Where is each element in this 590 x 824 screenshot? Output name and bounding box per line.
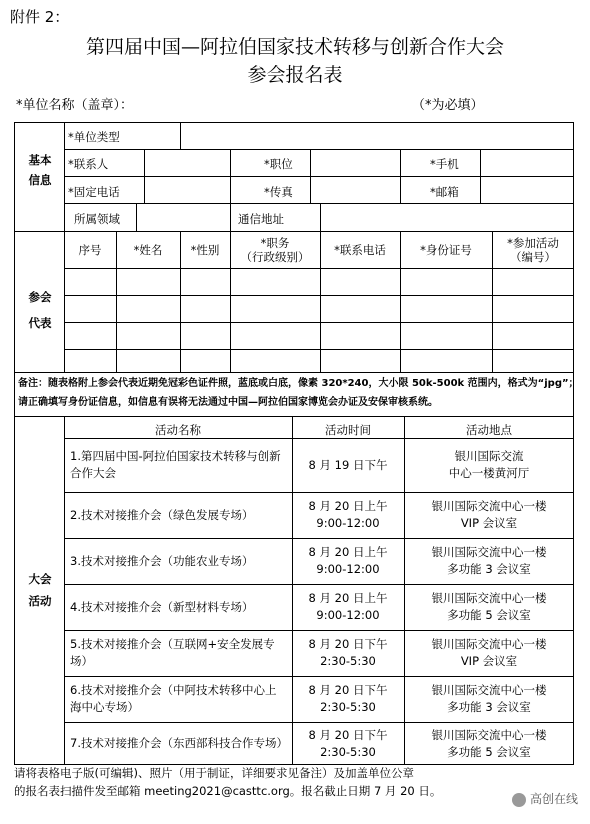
activities-section-label: 大会 活动 xyxy=(28,572,52,608)
field-label: 所属领域 xyxy=(74,212,120,226)
activity-col-place: 活动地点 xyxy=(466,423,512,437)
note-line-2: 请正确填写身份证信息，如信息有误将无法通过中国—阿拉伯国家博览会办证及安保审核系统。 xyxy=(18,397,438,408)
grid-line xyxy=(64,295,574,296)
activity-name-text: 3.技术对接推介会（功能农业专场） xyxy=(70,553,254,568)
grid-line xyxy=(64,203,574,204)
activity-place-text: 银川国际交流中心一楼 多功能 3 会议室 xyxy=(431,545,547,576)
fax-label: *传真 xyxy=(264,185,293,199)
activity-time xyxy=(292,492,404,538)
activity-place-text: 银川国际交流中心一楼 多功能 5 会议室 xyxy=(431,591,547,622)
activity-name-text: 1.第四届中国-阿拉伯国家技术转移与创新合作大会 xyxy=(70,449,281,480)
activity-time xyxy=(292,538,404,584)
activity-place xyxy=(404,676,574,722)
grid-line xyxy=(64,149,574,150)
position-label: *职位 xyxy=(264,157,293,171)
activity-col-time: 活动时间 xyxy=(325,423,371,437)
rep-col-gender: *性别 xyxy=(190,243,220,257)
activity-time-text: 8 月 20 日下午 2:30-5:30 xyxy=(308,727,388,759)
email-label: *邮箱 xyxy=(430,185,459,199)
activity-time xyxy=(292,584,404,630)
grid-line xyxy=(320,203,321,231)
activity-name xyxy=(64,584,292,630)
grid-line xyxy=(400,149,401,203)
activity-place-text: 银川国际交流 中心一楼黄河厅 xyxy=(448,449,530,480)
form-subtitle: 参会报名表 xyxy=(247,64,343,86)
contact-label: *联系人 xyxy=(68,157,109,171)
activity-place xyxy=(404,630,574,676)
grid-line xyxy=(144,149,145,203)
activity-time-text: 8 月 20 日下午 2:30-5:30 xyxy=(308,683,388,714)
activity-place-text: 银川国际交流中心一楼 VIP 会议室 xyxy=(431,637,547,668)
grid-line xyxy=(230,203,231,231)
activity-name xyxy=(64,722,292,765)
activity-time xyxy=(292,676,404,722)
unit-name-label: *单位名称（盖章）： xyxy=(16,98,134,113)
activity-place xyxy=(404,492,574,538)
rep-col-id: *身份证号 xyxy=(420,243,472,257)
rep-col-phone: *联系电话 xyxy=(334,243,386,257)
activity-time-text: 8 月 19 日下午 xyxy=(308,457,388,472)
activity-time-text: 8 月 20 日上午 9:00-12:00 xyxy=(308,499,388,530)
form-title: 第四届中国—阿拉伯国家技术转移与创新合作大会 xyxy=(85,36,504,58)
activity-place xyxy=(404,722,574,765)
activity-name xyxy=(64,538,292,584)
activity-name-text: 5.技术对接推介会（互联网+安全发展专场） xyxy=(70,637,275,668)
grid-line xyxy=(480,149,481,203)
rep-col-activity: *参加活动 （编号） xyxy=(507,236,559,264)
basic-info-section-label: 基本 信息 xyxy=(28,153,52,187)
grid-line xyxy=(64,322,574,323)
phone-label: *固定电话 xyxy=(68,185,120,199)
wechat-logo-icon xyxy=(512,793,526,807)
section-divider xyxy=(14,231,574,232)
rep-col-name: *姓名 xyxy=(133,243,163,257)
activity-time xyxy=(292,438,404,492)
activity-time xyxy=(292,722,404,765)
grid-line xyxy=(230,149,231,203)
footer-instructions xyxy=(14,764,441,800)
grid-line xyxy=(180,122,181,149)
activity-name xyxy=(64,676,292,722)
grid-line xyxy=(64,349,574,350)
activity-name-text: 4.技术对接推介会（新型材料专场） xyxy=(70,599,254,614)
activity-name xyxy=(64,630,292,676)
grid-line xyxy=(64,268,574,269)
activity-place xyxy=(404,584,574,630)
activity-col-name: 活动名称 xyxy=(155,423,201,437)
activity-time xyxy=(292,630,404,676)
activity-place-text: 银川国际交流中心一楼 VIP 会议室 xyxy=(431,499,547,530)
activity-name-text: 7.技术对接推介会（东西部科技合作专场） xyxy=(70,736,288,750)
activity-name-text: 6.技术对接推介会（中阿技术转移中心上海中心专场） xyxy=(70,683,277,714)
watermark xyxy=(512,790,578,807)
activity-time-text: 8 月 20 日上午 9:00-12:00 xyxy=(308,545,388,576)
footer-line-2: 的报名表扫描件发至邮箱 meeting2021@casttc.org。报名截止日期 7 月 20 日。 xyxy=(14,784,442,798)
required-note: （*为必填） xyxy=(412,98,484,113)
activity-place-text: 银川国际交流中心一楼 多功能 5 会议室 xyxy=(431,727,547,759)
rep-col-no: 序号 xyxy=(78,243,102,257)
grid-line xyxy=(136,203,137,231)
address-label: 通信地址 xyxy=(238,212,284,226)
activity-name xyxy=(64,438,292,492)
grid-line xyxy=(310,149,311,203)
grid-line xyxy=(64,176,574,177)
activity-place xyxy=(404,438,574,492)
activity-time-text: 8 月 20 日上午 9:00-12:00 xyxy=(308,591,388,622)
section-divider xyxy=(14,372,574,373)
representatives-section-label: 参会 代表 xyxy=(28,290,52,330)
activity-time-text: 8 月 20 日下午 2:30-5:30 xyxy=(308,637,388,668)
activity-name-text: 2.技术对接推介会（绿色发展专场） xyxy=(70,507,254,522)
activity-place xyxy=(404,538,574,584)
footer-line-1: 请将表格电子版(可编辑)、照片（用于制证，详细要求见备注）及加盖单位公章 xyxy=(14,766,414,780)
unit-type-label: *单位类型 xyxy=(68,130,120,144)
watermark-text: 高创在线 xyxy=(529,792,578,806)
mobile-label: *手机 xyxy=(430,157,459,171)
activity-place-text: 银川国际交流中心一楼 多功能 3 会议室 xyxy=(431,683,547,714)
section-divider xyxy=(14,416,574,417)
activity-name xyxy=(64,492,292,538)
rep-col-title: *职务 （行政级别） xyxy=(240,236,310,264)
note-line-1: 备注：随表格附上参会代表近期免冠彩色证件照，蓝底或白底，像素 320*240，大小限 50k-500k 范围内，格式为“jpg”； xyxy=(18,378,579,389)
attachment-label: 附件 2： xyxy=(10,8,70,26)
